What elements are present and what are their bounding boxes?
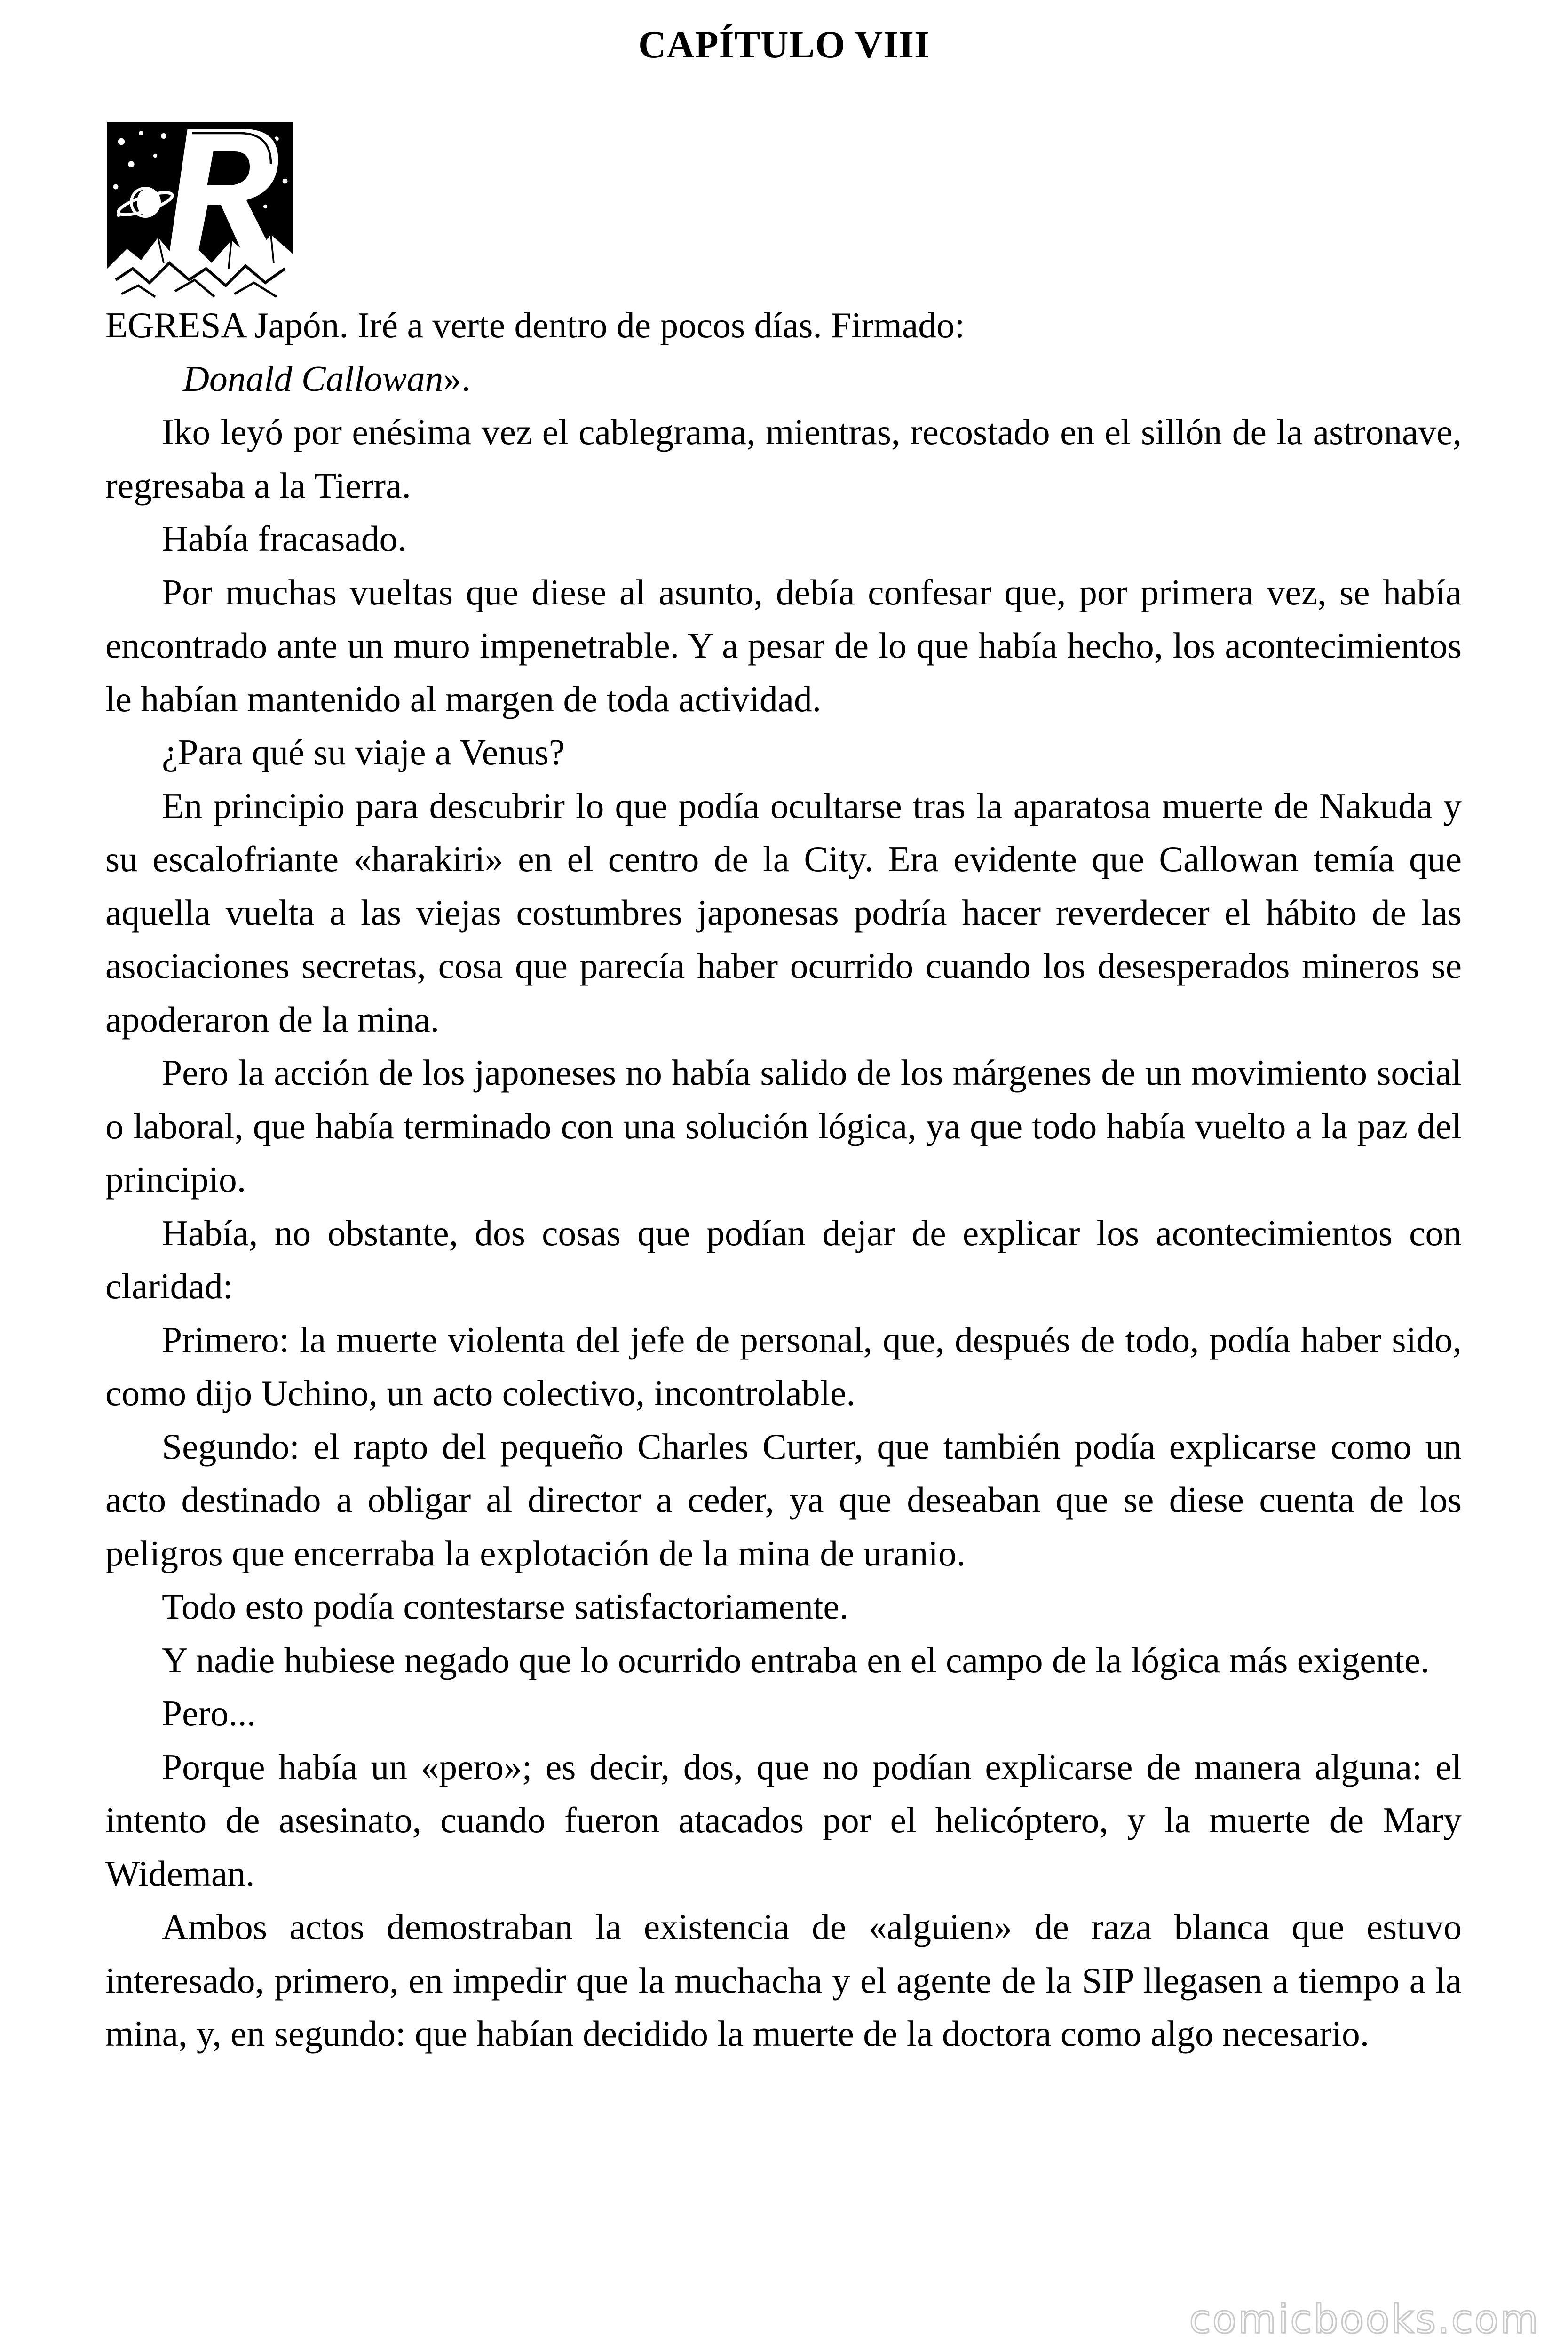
paragraph: Pero... bbox=[162, 1693, 256, 1733]
paragraph: Había fracasado. bbox=[162, 518, 407, 559]
paragraph: Había, no obstante, dos cosas que podían dejar de explicar los acontecimientos con claridad: bbox=[105, 1212, 1462, 1306]
paragraph: Y nadie hubiese negado que lo ocurrido entraba en el campo de la lógica más exigente. bbox=[162, 1639, 1430, 1680]
paragraph: Por muchas vueltas que diese al asunto, debía confesar que, por primera vez, se había encontrado ante un muro impenetrable. Y a pesar de lo que había hecho, los acontecimientos le habían mantenido al margen de toda actividad. bbox=[105, 572, 1462, 719]
paragraph: Primero: la muerte violenta del jefe de personal, que, después de todo, podía haber sido, como dijo Uchino, un acto colectivo, incontrolable. bbox=[105, 1319, 1462, 1413]
drop-cap-r-icon bbox=[107, 121, 293, 306]
paragraph: En principio para descubrir lo que podía ocultarse tras la aparatosa muerte de Nakuda y su escalofriante «harakiri» en el centro de la City. Era evidente que Callowan temía que aquella vuelta a las viejas costumbres japonesas podría hacer reverdecer el hábito de las asociaciones secretas, cosa que parecía haber ocurrido cuando los desesperados mineros se apoderaron de la mina. bbox=[105, 785, 1462, 1040]
chapter-title: CAPÍTULO VIII bbox=[638, 23, 930, 66]
paragraph: ¿Para qué su viaje a Venus? bbox=[162, 732, 565, 772]
paragraph: Iko leyó por enésima vez el cablegrama, mientras, recostado en el sillón de la astronave, regresaba a la Tierra. bbox=[105, 412, 1462, 506]
paragraph: Segundo: el rapto del pequeño Charles Curter, que también podía explicarse como un acto destinado a obligar al director a ceder, ya que deseaban que se diese cuenta de los peligros que encerraba la explotación de la mina de uranio. bbox=[105, 1426, 1462, 1573]
paragraph: Porque había un «pero»; es decir, dos, que no podían explicarse de manera alguna: el intento de asesinato, cuando fueron atacados por el helicóptero, y la muerte de Mary Wideman. bbox=[105, 1746, 1462, 1894]
paragraph: Todo esto podía contestarse satisfactoriamente. bbox=[162, 1586, 849, 1627]
signature-line bbox=[105, 352, 1462, 406]
paragraph: EGRESA Japón. Iré a verte dentro de pocos días. Firmado: bbox=[105, 305, 965, 345]
drop-cap-illustration bbox=[107, 121, 293, 306]
chapter-body bbox=[105, 299, 1462, 2061]
signature-name: Donald Callowan bbox=[183, 358, 443, 399]
signature-suffix: ». bbox=[443, 358, 471, 399]
paragraph: Ambos actos demostraban la existencia de «alguien» de raza blanca que estuvo interesado, primero, en impedir que la muchacha y el agente de la SIP llegasen a tiempo a la mina, y, en segundo: que habían decidido la muerte de la doctora como algo necesario. bbox=[105, 1907, 1462, 2054]
paragraph: Pero la acción de los japoneses no había salido de los márgenes de un movimiento social o laboral, que había terminado con una solución lógica, ya que todo había vuelto a la paz del principio. bbox=[105, 1052, 1462, 1200]
watermark: comicbooks.com bbox=[1189, 2296, 1540, 2342]
